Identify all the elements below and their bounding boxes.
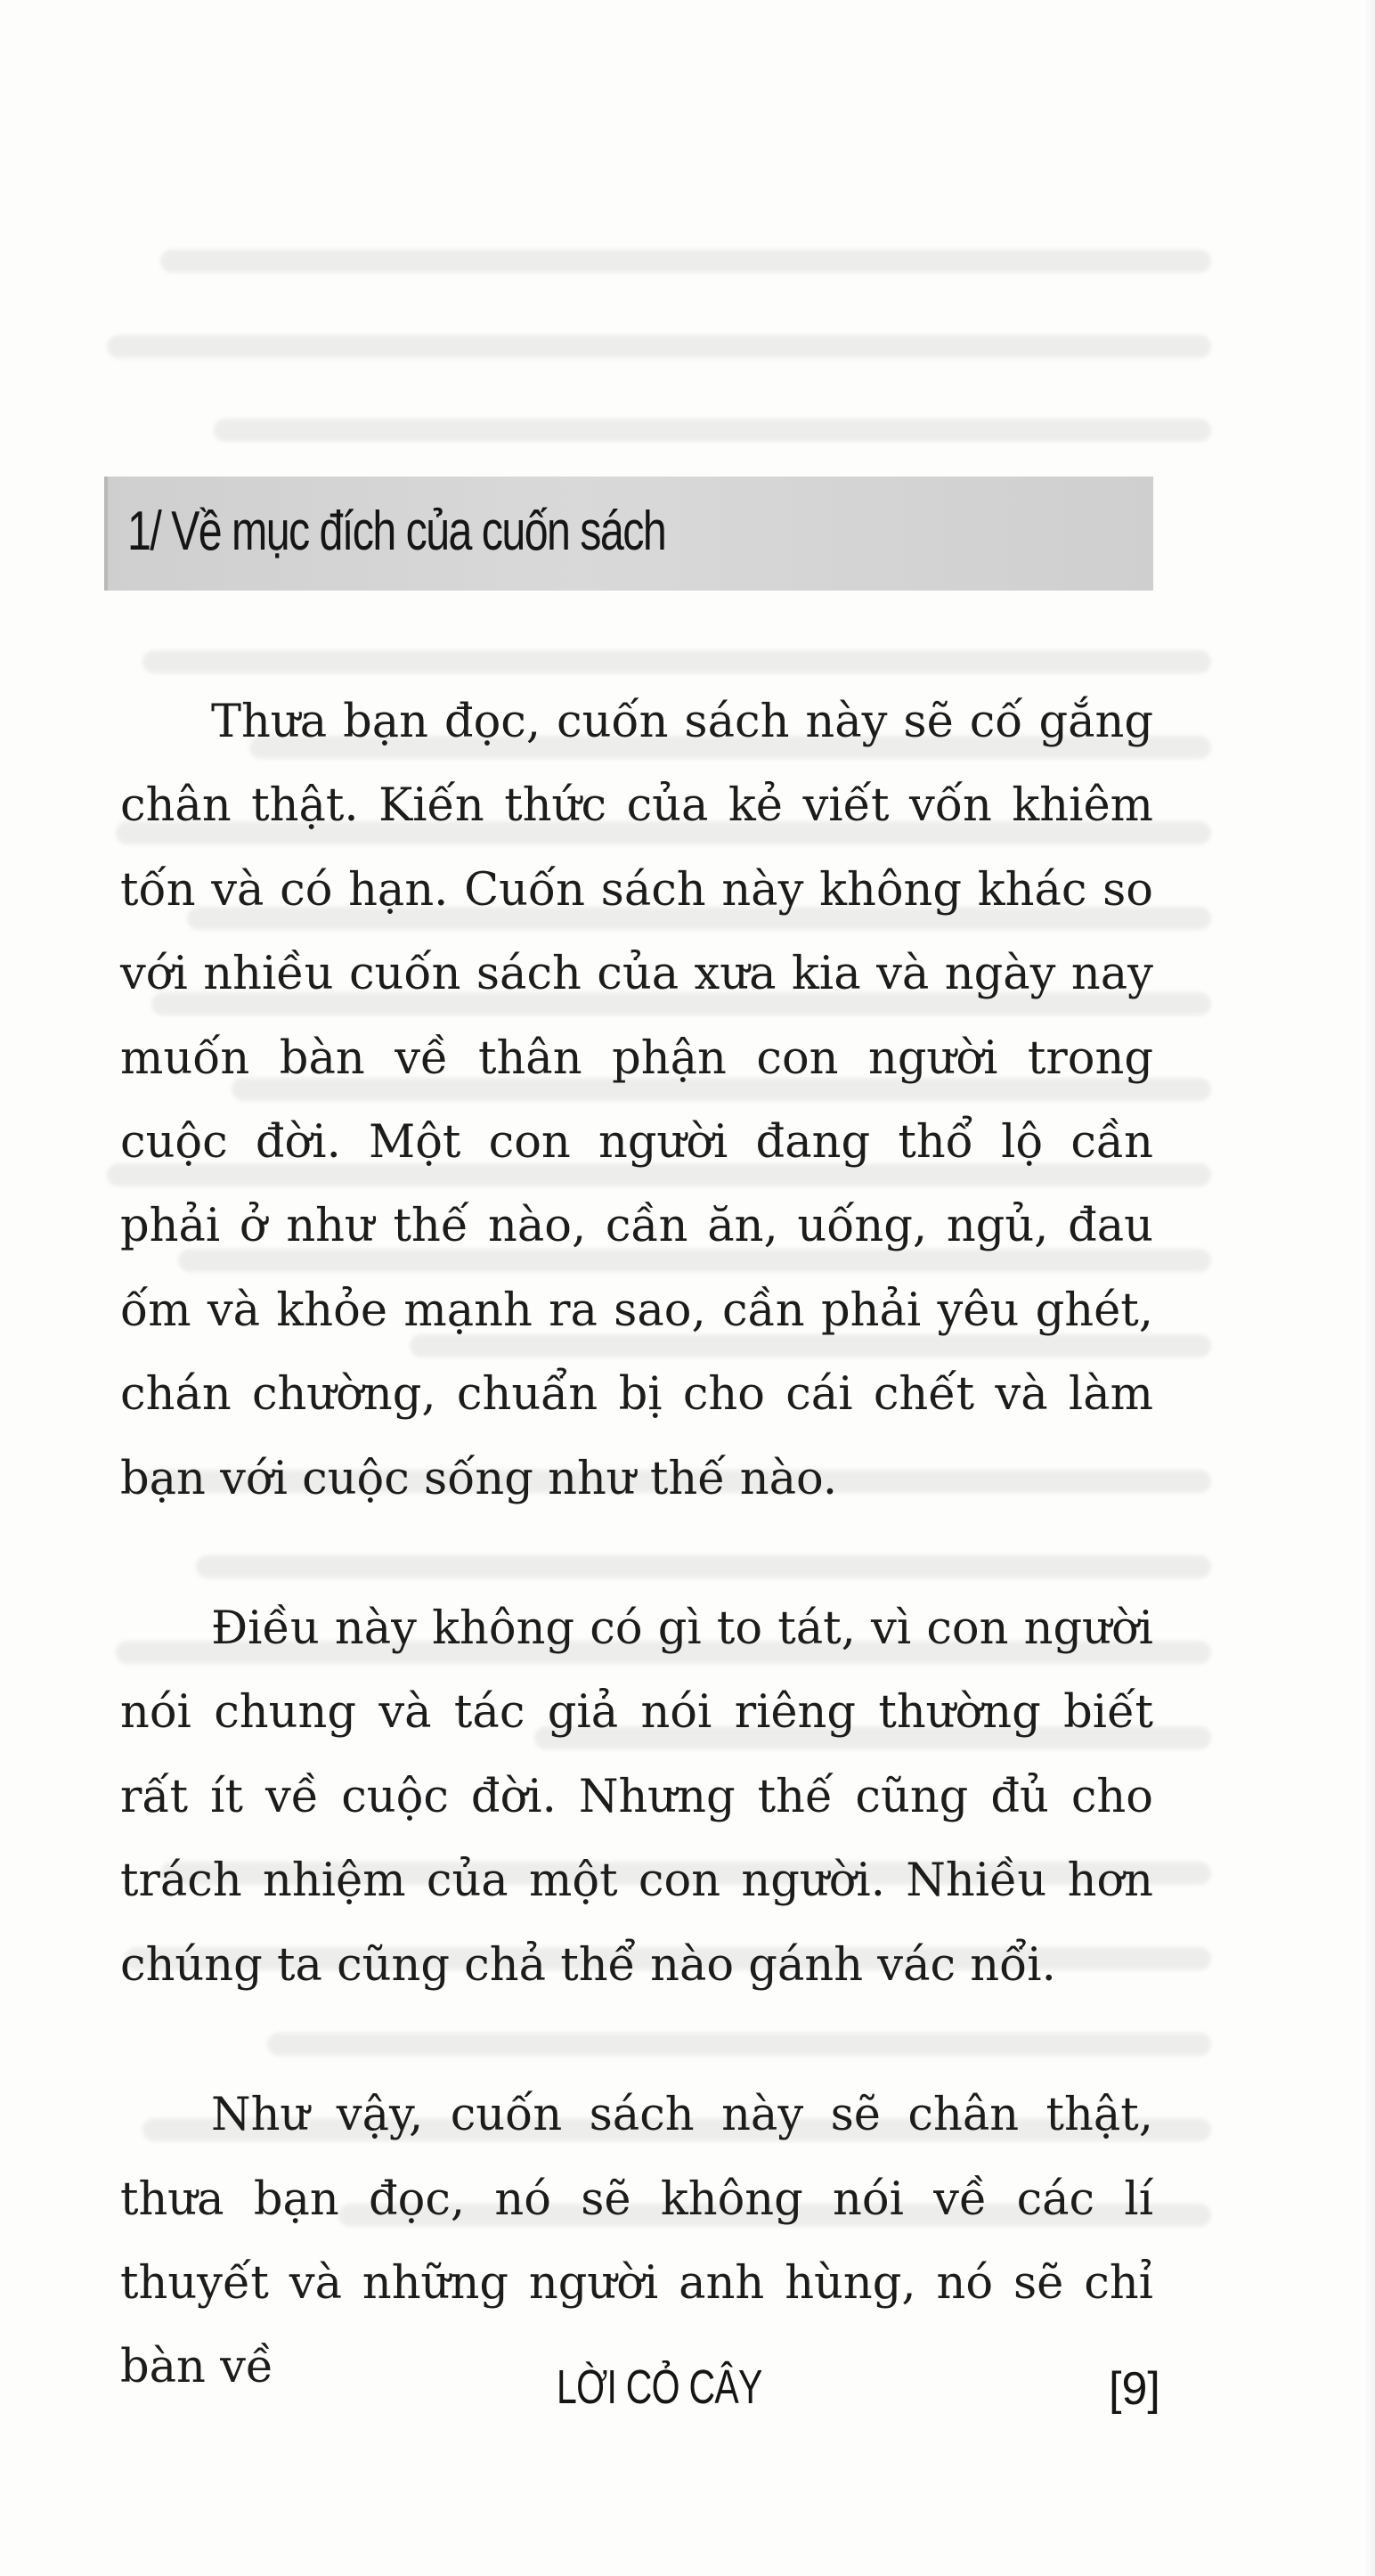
section-heading-bar xyxy=(104,477,1153,591)
running-footer-title: LỜI CỎ CÂY xyxy=(557,2360,762,2414)
paragraph-1: Thưa bạn đọc, cuốn sách này sẽ cố gắng chân thật. Kiến thức của kẻ viết vốn khiêm tốn và có hạn. Cuốn sách này không khác so với nhiều cuốn sách của xưa kia và ngày nay muốn bàn về thân phận con người trong cuộc đời. Một con người đang thổ lộ cần phải ở như thế nào, cần ăn, uống, ngủ, đau ốm và khỏe mạnh ra sao, cần phải yêu ghét, chán chường, chuẩn bị cho cái chết và làm bạn với cuộc sống như thế nào. xyxy=(120,696,1153,1505)
body-text xyxy=(120,681,1153,2410)
paragraph-2: Điều này không có gì to tát, vì con người nói chung và tác giả nói riêng thường biết rất ít về cuộc đời. Nhưng thế cũng đủ cho trách nhiệm của một con người. Nhiều hơn chúng ta cũng chả thể nào gánh vác nổi. xyxy=(120,1602,1153,1992)
page-edge xyxy=(1363,0,1375,2576)
section-heading: 1/ Về mục đích của cuốn sách xyxy=(127,501,666,562)
paragraph-3: Như vậy, cuốn sách này sẽ chân thật, thưa bạn đọc, nó sẽ không nói về các lí thuyết và những người anh hùng, nó sẽ chỉ bàn về xyxy=(120,2089,1153,2394)
page-number: [9] xyxy=(1109,2363,1160,2415)
